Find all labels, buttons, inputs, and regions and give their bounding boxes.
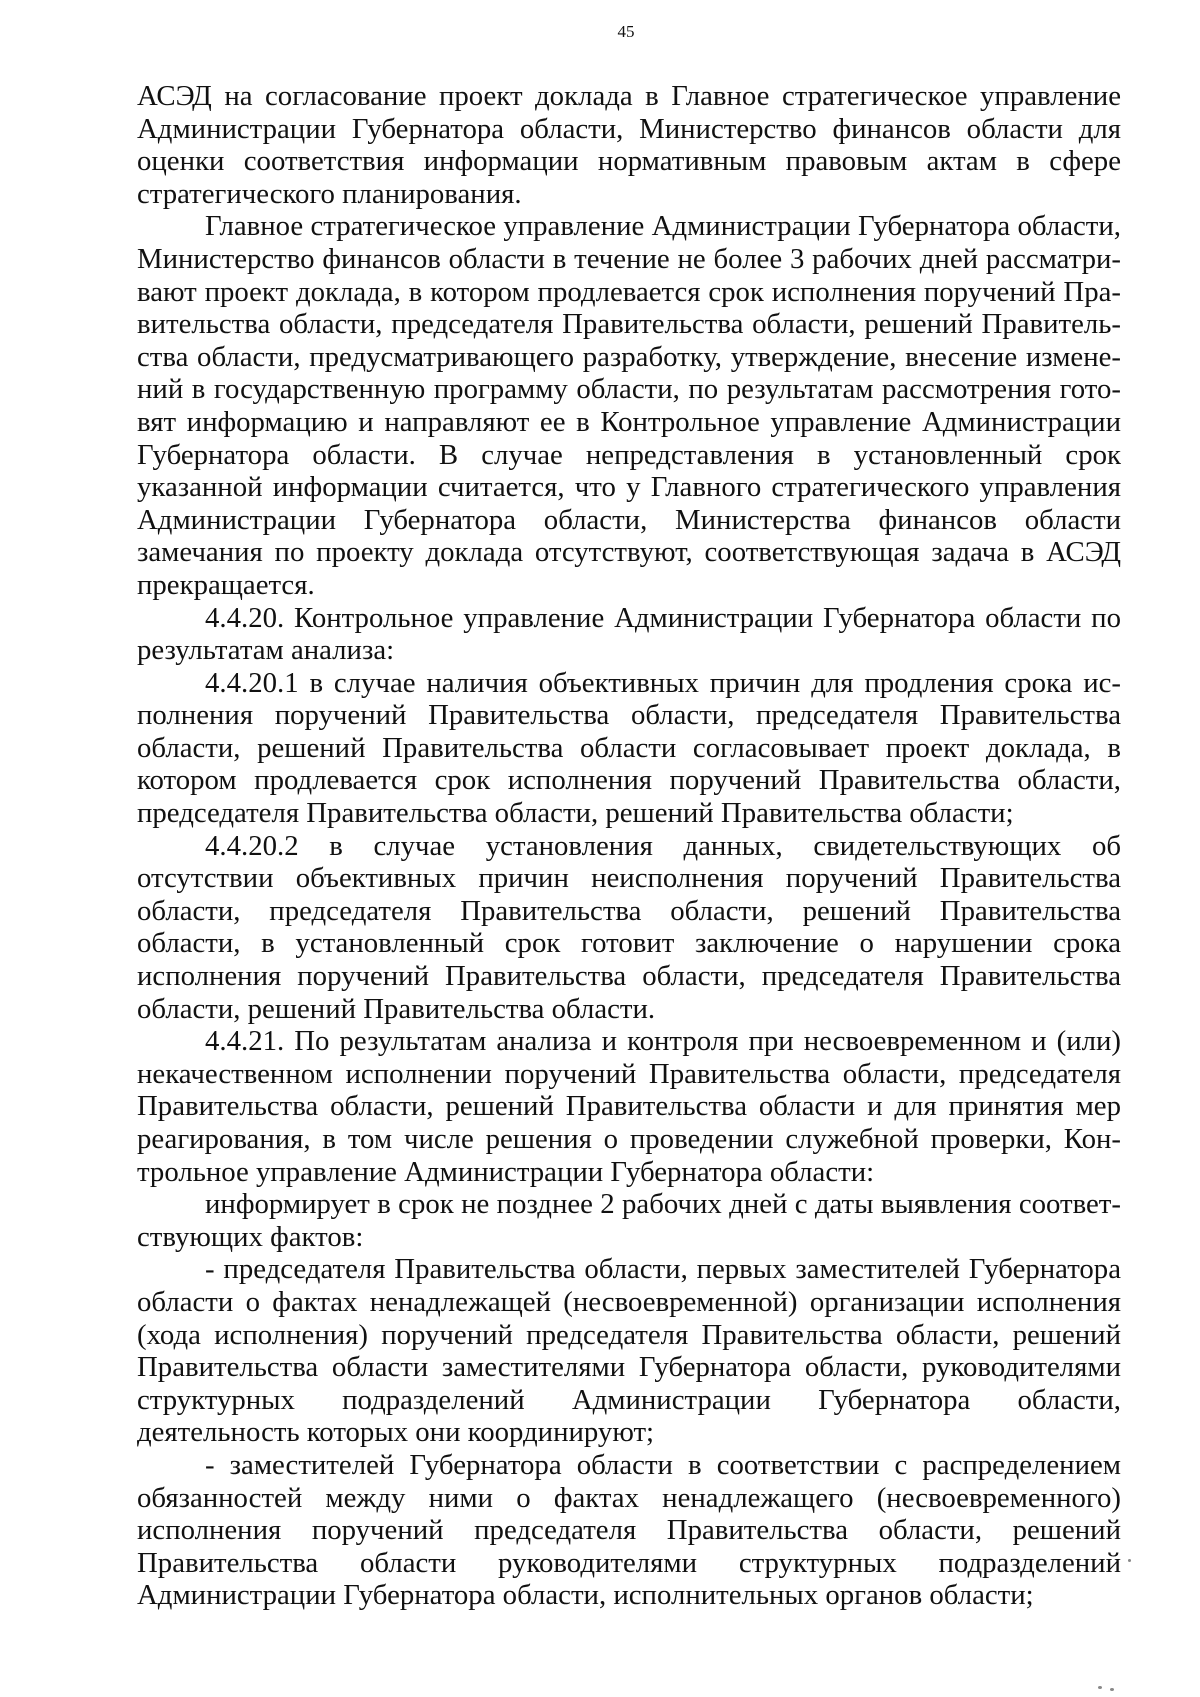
list-item: - заместителей Губернатора области в соответствии с распределением обязанностей между ними о фактах ненадлежащего (несвоевременного) исполнения поручений председателя Правительства области, решений Правительства области руководителями структурных подразделений Администрации Губернатора области, исполнительных органов области; xyxy=(137,1448,1121,1612)
scan-speck xyxy=(1110,1688,1114,1691)
paragraph-clause-4-4-21: 4.4.21. По результатам анализа и контроля при несвоевременном и (или) некачественном исполнении поручений Правительства области, председателя Правительства области, решений Правительства области и для принятия мер реагирования, в том числе решения о проведении служебной проверки, Контрольное управление Администрации Губернатора области: xyxy=(137,1025,1121,1188)
paragraph-clause-4-4-20: 4.4.20. Контрольное управление Администрации Губернатора области по результатам анализа: xyxy=(137,601,1121,667)
document-body xyxy=(137,80,1121,1612)
paragraph: Главное стратегическое управление Администрации Губернатора области, Министерство финансов области в течение не более 3 рабочих дней рассматривают проект доклада, в котором продлевается срок исполнения поручений Правительства области, председателя Правительства области, решений Правительства области, предусматривающего разработку, утверждение, внесение изменений в государственную программу области, по результатам рассмотрения готовят информацию и направляют ее в Контрольное управление Администрации Губернатора области. В случае непредставления в установленный срок указанной информации считается, что у Главного стратегического управления Администрации Губернатора области, Министерства финансов области замечания по проекту доклада отсутствуют, соответствующая задача в АСЭД прекращается. xyxy=(137,210,1121,601)
paragraph-clause-4-4-20-2: 4.4.20.2 в случае установления данных, свидетельствующих об отсутствии объективных причин неисполнения поручений Правительства области, председателя Правительства области, решений Правительства области, в установленный срок готовит заключение о нарушении срока исполнения поручений Правительства области, председателя Правительства области, решений Правительства области. xyxy=(137,829,1121,1025)
paragraph: АСЭД на согласование проект доклада в Главное стратегическое управление Администрации Губернатора области, Министерство финансов области для оценки соответствия информации нормативным правовым актам в сфере стратегического планирования. xyxy=(137,80,1121,210)
paragraph-clause-4-4-20-1: 4.4.20.1 в случае наличия объективных причин для продления срока исполнения поручений Правительства области, председателя Правительства области, решений Правительства области согласовывает проект доклада, в котором продлевается срок исполнения поручений Правительства области, председателя Правительства области, решений Правительства области; xyxy=(137,666,1121,830)
paragraph: информирует в срок не позднее 2 рабочих дней с даты выявления соответствующих фактов: xyxy=(137,1188,1121,1253)
page-number: 45 xyxy=(617,22,635,41)
scan-speck xyxy=(1128,1559,1131,1562)
list-item: - председателя Правительства области, первых заместителей Губернатора области о фактах ненадлежащей (несвоевременной) организации исполнения (хода исполнения) поручений председателя Правительства области, решений Правительства области заместителями Губернатора области, руководителями структурных подразделений Администрации Губернатора области, деятельность которых они координируют; xyxy=(137,1253,1121,1449)
scan-speck xyxy=(1098,1686,1102,1689)
